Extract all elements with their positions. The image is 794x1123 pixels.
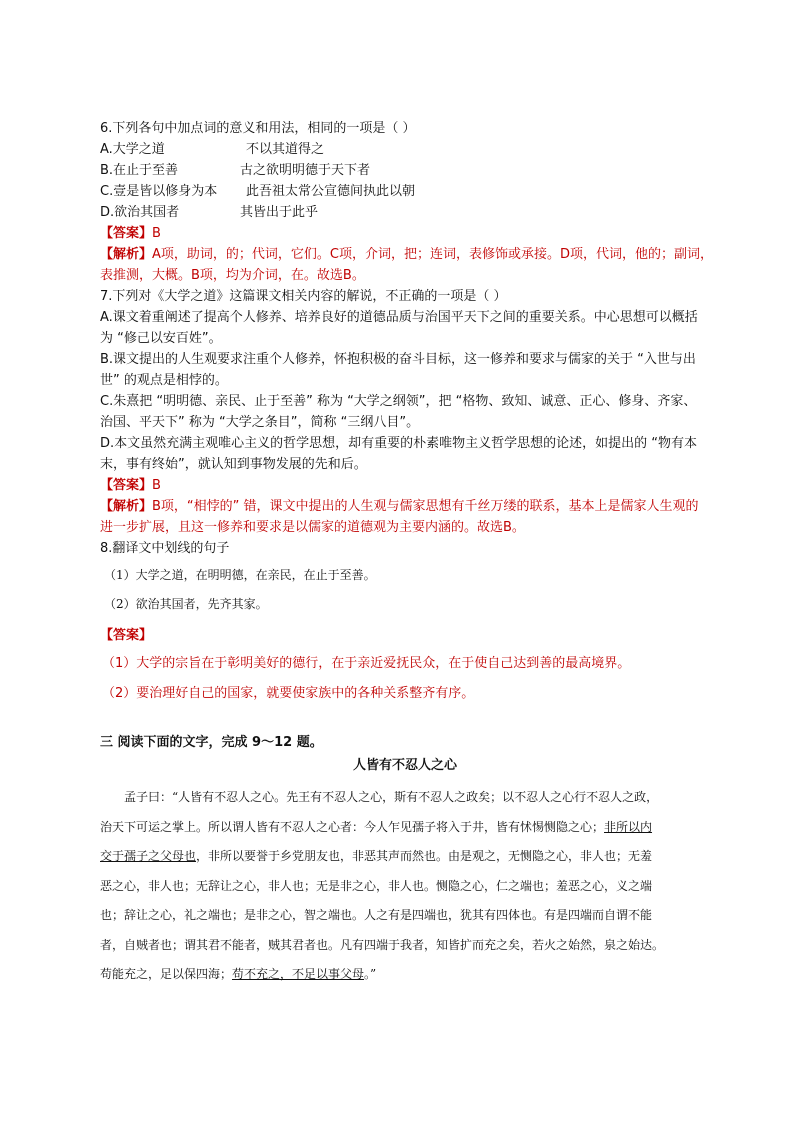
passage-line-7-text: 苟能充之，足以保四海； [100, 967, 233, 981]
q6-answer [100, 223, 700, 244]
q7-analysis-text-1: B项，“相悖的” 错，课文中提出的人生观与儒家思想有千丝万缕的联系，基本上是儒家人生观的 [152, 499, 699, 514]
q6-analysis-tag: 【解析】 [100, 247, 153, 262]
q7-line-3: B.课文提出的人生观要求注重个人修养，怀抱积极的奋斗目标，这一修养和要求与儒家的关于 “入世与出 [100, 352, 696, 367]
q6-option-a-left: A.大学之道 [100, 142, 165, 157]
q8-stem: 8.翻译文中划线的句子 [100, 541, 230, 556]
q6-option-c-right: 此吾祖太常公宣德间执此以朝 [246, 184, 416, 199]
q6-analysis [100, 244, 713, 265]
passage-line-2-text: 治天下可运之掌上。所以谓人皆有不忍人之心者：今人乍见孺子将入于井，皆有怵惕恻隐之心； [100, 819, 605, 834]
q6-option-d [100, 202, 700, 223]
passage-line-4: 恶之心，非人也；无辞让之心，非人也；无是非之心，非人也。恻隐之心，仁之端也；羞恶之心，义之端 [100, 878, 653, 893]
passage-body [100, 783, 706, 990]
q6-option-c-left: C.壹是皆以修身为本 [100, 184, 218, 199]
q6-option-d-right: 其皆出于此乎 [240, 205, 319, 220]
q7-answer-tag: 【答案】 [100, 478, 153, 493]
q6-answer-tag: 【答案】 [100, 226, 153, 241]
passage-line-3-text: ，非所以要誉于乡党朋友也，非恶其声而然也。由是观之，无恻隐之心，非人也；无羞 [196, 849, 653, 863]
q8-sentence-1: （1）大学之道，在明明德，在亲民，在止于至善。 [104, 568, 376, 582]
passage-underlined-2: 苟不充之，不足以事父母 [232, 967, 365, 981]
q8-answer-1: （1）大学的宗旨在于彰明美好的德行，在于亲近爱抚民众，在于使自己达到善的最高境界。 [102, 656, 631, 671]
q6-option-a-right: 不以其道得之 [246, 142, 325, 157]
q6-option-b-left: B.在止于至善 [100, 163, 179, 178]
passage-underlined-1a: 非所以内 [604, 819, 653, 834]
passage-line-1: 孟子曰：“人皆有不忍人之心。先王有不忍人之心，斯有不忍人之政矣；以不忍人之心行不忍人之政， [124, 790, 659, 804]
passage-line-3 [100, 842, 706, 872]
q6-option-c [100, 181, 700, 202]
q7-line-1: A.课文着重阐述了提高个人修养、培养良好的道德品质与治国平天下之间的重要关系。中心思想可以概括 [100, 310, 698, 325]
q6-analysis-text-1: A项，助词，的；代词，它们。C项，介词，把；连词，表修饰或承接。D项，代词，他的；副词， [152, 247, 713, 262]
passage-line-7 [100, 960, 706, 990]
q8-answer-tag: 【答案】 [100, 628, 153, 643]
q7-analysis [100, 496, 700, 517]
q6-answer-value: B [152, 226, 161, 241]
passage-line-6: 者，自贼者也；谓其君不能者，贼其君者也。凡有四端于我者，知皆扩而充之矣，若火之始然，泉之始达。 [100, 937, 665, 952]
q8-sentence-2: （2）欲治其国者，先齐其家。 [104, 597, 268, 611]
q7-line-6: 治国、平天下” 称为 “大学之条目”，简称 “三纲八目”。 [100, 415, 420, 430]
q8-answer-2: （2）要治理好自己的国家，就要使家族中的各种关系整齐有序。 [102, 686, 475, 701]
passage-line-7-end: 。” [364, 967, 377, 981]
q7-line-5: C.朱熹把 “明明德、亲民、止于至善” 称为 “大学之纲领”，把 “格物、致知、诚意、正心、修身、齐家、 [100, 394, 697, 409]
q6-option-b-right: 古之欲明明德于天下者 [240, 163, 371, 178]
q7-line-2: 为 “修己以安百姓”。 [100, 331, 222, 346]
document-page [100, 118, 713, 990]
q7-line-4: 世” 的观点是相悖的。 [100, 373, 228, 388]
passage-underlined-1b: 交于孺子之父母也 [100, 849, 197, 863]
q7-answer-value: B [152, 478, 161, 493]
q7-stem: 7.下列对《大学之道》这篇课文相关内容的解说，不正确的一项是（ ） [100, 289, 507, 304]
q7-line-7: D.本文虽然充满主观唯心主义的哲学思想，却有重要的朴素唯物主义哲学思想的论述，如提出的 “物有本 [100, 436, 698, 451]
q7-analysis-text-2: 进一步扩展，且这一修养和要求是以儒家的道德观为主要内涵的。故选B。 [100, 520, 525, 535]
q6-analysis-text-2: 表推测，大概。B项，均为介词，在。故选B。 [100, 268, 365, 283]
q7-analysis-tag: 【解析】 [100, 499, 153, 514]
q7-line-8: 末，事有终始”，就认知到事物发展的先和后。 [100, 457, 367, 472]
passage-line-5: 也；辞让之心，礼之端也；是非之心，智之端也。人之有是四端也，犹其有四体也。有是四端而自谓不能 [100, 908, 653, 922]
section-3-heading: 三 阅读下面的文字，完成 9～12 题。 [100, 735, 323, 750]
q6-option-b [100, 160, 700, 181]
passage-title: 人皆有不忍人之心 [352, 758, 457, 773]
q6-option-d-left: D.欲治其国者 [100, 205, 180, 220]
q7-answer [100, 475, 700, 496]
passage-line-2 [100, 813, 706, 843]
q6-stem: 6.下列各句中加点词的意义和用法，相同的一项是（ ） [100, 121, 416, 136]
q6-option-a [100, 139, 700, 160]
